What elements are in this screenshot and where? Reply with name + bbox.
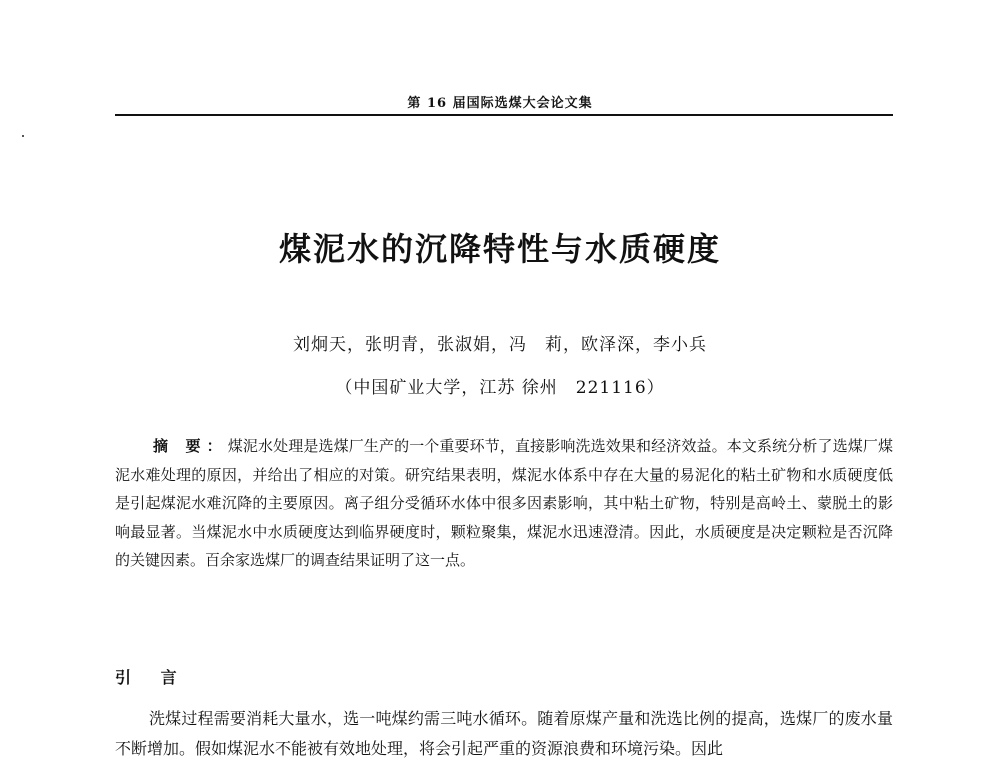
- abstract: [115, 432, 893, 575]
- abstract-text: 煤泥水处理是选煤厂生产的一个重要环节，直接影响洗选效果和经济效益。本文系统分析了选煤厂煤泥水难处理的原因，并给出了相应的对策。研究结果表明，煤泥水体系中存在大量的易泥化的粘土矿物和水质硬度低是引起煤泥水难沉降的主要原因。离子组分受循环水体中很多因素影响，其中粘土矿物，特别是高岭土、蒙脱土的影响最显著。当煤泥水中水质硬度达到临界硬度时，颗粒聚集，煤泥水迅速澄清。因此，水质硬度是决定颗粒是否沉降的关键因素。百余家选煤厂的调查结果证明了这一点。: [115, 437, 893, 569]
- paper-title: 煤泥水的沉降特性与水质硬度: [278, 230, 721, 268]
- running-header: 第 16 届国际选煤大会论文集: [407, 96, 593, 111]
- header-rule: [115, 114, 893, 116]
- scan-speck: [22, 135, 24, 137]
- section-heading-introduction: 引 言: [115, 668, 189, 687]
- introduction-paragraph: 洗煤过程需要消耗大量水，选一吨煤约需三吨水循环。随着原煤产量和洗选比例的提高，选煤厂的废水量不断增加。假如煤泥水不能被有效地处理，将会引起严重的资源浪费和环境污染。因此: [115, 709, 893, 758]
- abstract-label: 摘 要：: [153, 437, 228, 455]
- affiliation: （中国矿业大学，江苏 徐州 221116）: [335, 378, 665, 398]
- author-list: 刘炯天，张明青，张淑娟，冯 莉，欧泽深，李小兵: [293, 335, 707, 355]
